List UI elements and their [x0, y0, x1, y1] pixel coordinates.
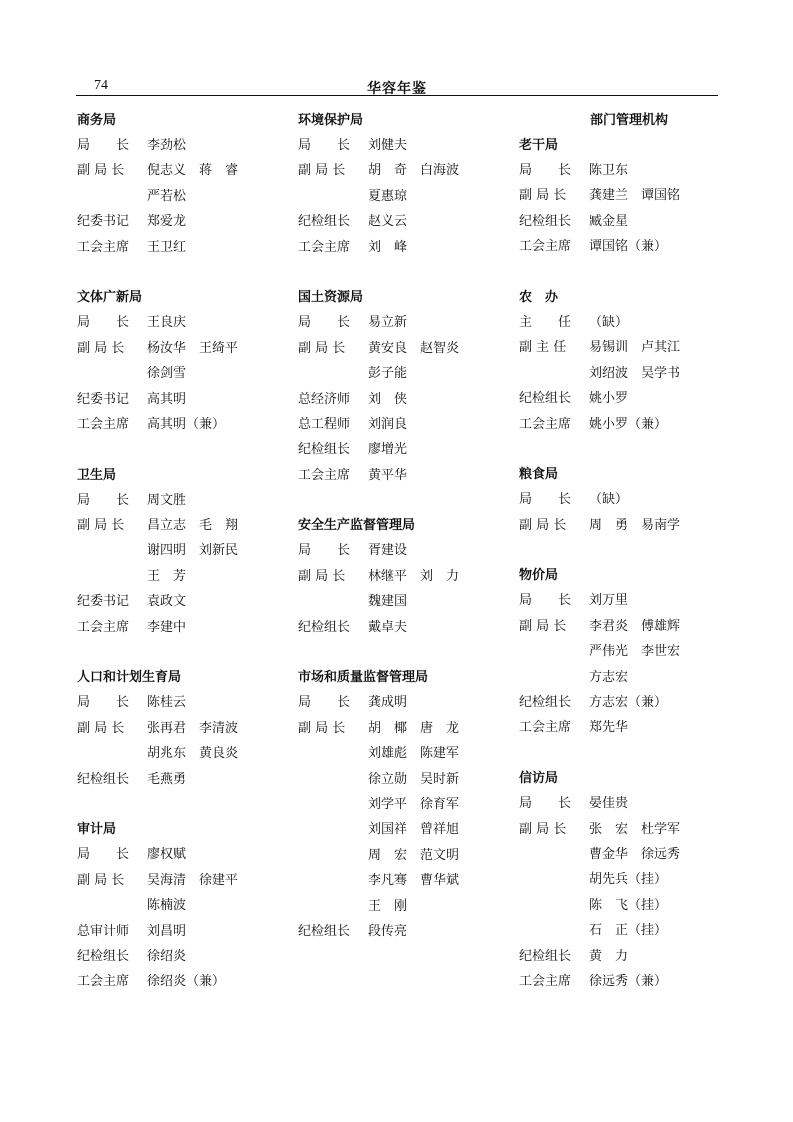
roster-row	[77, 310, 287, 335]
position-title	[77, 361, 147, 386]
person-names: 姚小罗	[589, 391, 629, 407]
roster-row	[519, 335, 729, 360]
position-title: 纪检组长	[298, 214, 351, 230]
section-heading: 信访局	[519, 771, 559, 787]
position-title: 工会主席	[519, 973, 572, 989]
person-names: 胡 奇 白海波	[368, 163, 460, 179]
roster-row	[519, 817, 729, 842]
person-names: 张再君 李清波	[147, 720, 239, 736]
roster-row	[298, 919, 508, 944]
position-title: 纪检组长	[519, 948, 572, 964]
roster-row	[519, 183, 729, 208]
roster-row	[77, 690, 287, 715]
roster-row	[298, 538, 508, 563]
person-names: 林继平 刘 力	[368, 568, 460, 584]
position-title: 副 局 长	[77, 720, 125, 736]
position-title: 局 长	[77, 138, 130, 153]
person-names: 刘 峰	[368, 239, 408, 255]
position-title: 工会主席	[298, 467, 351, 483]
person-names: 臧金星	[589, 213, 629, 229]
position-title: 纪检组长	[298, 923, 351, 939]
section-spacer	[77, 260, 287, 285]
position-title: 副 主 任	[519, 340, 567, 356]
roster-row	[77, 336, 287, 361]
roster-row	[77, 513, 287, 538]
roster-row	[77, 716, 287, 741]
roster-row	[298, 158, 508, 183]
position-title	[298, 741, 368, 766]
roster-row	[298, 690, 508, 715]
position-title: 局 长	[77, 492, 130, 508]
roster-row	[77, 944, 287, 969]
person-names: 周文胜	[147, 492, 187, 508]
person-names: 黄平华	[368, 467, 408, 483]
position-title: 副 局 长	[298, 720, 346, 736]
person-names: 戴卓夫	[368, 619, 408, 635]
roster-row	[519, 690, 729, 715]
person-names: 夏惠琼	[368, 188, 408, 204]
section-heading: 国土资源局	[298, 290, 364, 306]
person-names: 王 芳	[147, 568, 187, 584]
person-names: 张 宏 杜学军	[589, 821, 681, 837]
position-title	[298, 843, 368, 868]
roster-row	[519, 842, 729, 867]
position-title: 工会主席	[77, 619, 130, 635]
section-heading: 粮食局	[519, 467, 559, 483]
position-title: 局 长	[298, 138, 351, 153]
roster-row	[298, 741, 508, 766]
roster-row	[298, 387, 508, 412]
position-title: 纪检组长	[298, 619, 351, 635]
roster-row	[298, 615, 508, 640]
person-names: 方志宏	[589, 669, 629, 685]
section-spacer	[77, 640, 287, 665]
person-names: 刘万里	[589, 593, 629, 609]
person-names: 郑爱龙	[147, 214, 187, 230]
position-title: 副 局 长	[298, 568, 346, 584]
person-names: 高其明	[147, 391, 187, 407]
roster-row	[77, 235, 287, 260]
position-title: 副 局 长	[298, 163, 346, 179]
section-heading: 市场和质量监督管理局	[298, 670, 429, 686]
position-title: 工会主席	[519, 239, 572, 255]
position-title: 副 局 长	[77, 163, 125, 179]
position-title: 纪检组长	[298, 442, 351, 458]
person-names: 王良庆	[147, 315, 187, 331]
position-title	[519, 893, 589, 918]
position-title: 局 长	[77, 847, 130, 863]
position-title: 纪检组长	[77, 771, 130, 787]
roster-row	[519, 209, 729, 234]
position-title: 副 局 长	[77, 340, 125, 356]
person-names: 袁政文	[147, 594, 187, 610]
section-spacer	[298, 260, 508, 285]
roster-row	[77, 488, 287, 513]
person-names: 谢四明 刘新民	[147, 543, 239, 559]
position-title: 工会主席	[77, 239, 130, 255]
person-names: 吴海清 徐建平	[147, 872, 239, 888]
position-title: 局 长	[519, 593, 572, 609]
position-title: 副 局 长	[519, 517, 567, 533]
section-heading: 老干局	[519, 138, 559, 153]
person-names: 段传亮	[368, 923, 408, 939]
section-heading: 审计局	[77, 822, 117, 838]
position-title: 总经济师	[298, 391, 351, 407]
roster-row	[298, 184, 508, 209]
person-names: 龚成明	[368, 695, 408, 711]
person-names: 易锡训 卢其江	[589, 340, 681, 356]
section-heading: 卫生局	[77, 467, 117, 483]
position-title	[77, 538, 147, 563]
person-names: 胡兆东 黄良炎	[147, 746, 239, 762]
person-names: 刘 侠	[368, 391, 408, 407]
person-names: 严若松	[147, 188, 187, 204]
roster-row	[298, 767, 508, 792]
position-title: 副 局 长	[519, 188, 567, 204]
roster-row	[298, 361, 508, 386]
person-names: 徐立勋 吴时新	[368, 771, 460, 787]
roster-row	[298, 564, 508, 589]
person-names: 周 宏 范文明	[368, 847, 460, 863]
person-names: 昌立志 毛 翔	[147, 518, 239, 534]
roster-row	[519, 158, 729, 183]
position-title: 工会主席	[298, 239, 351, 255]
roster-row	[77, 741, 287, 766]
position-title: 纪检组长	[519, 391, 572, 407]
person-names: 李凡骞 曹华斌	[368, 873, 460, 889]
person-names: 严伟光 李世宏	[589, 644, 681, 660]
position-title	[519, 361, 589, 386]
position-title	[519, 665, 589, 690]
roster-row	[77, 615, 287, 640]
position-title	[298, 817, 368, 842]
person-names: 陈桂云	[147, 695, 187, 711]
position-title: 纪委书记	[77, 594, 130, 610]
person-names: 赵义云	[368, 214, 408, 230]
person-names: 刘雄彪 陈建军	[368, 746, 460, 762]
position-title: 纪委书记	[77, 391, 130, 407]
position-title	[298, 767, 368, 792]
position-title: 局 长	[298, 695, 351, 711]
position-title: 局 长	[77, 695, 130, 711]
position-title	[298, 868, 368, 893]
position-title: 总工程师	[298, 416, 351, 432]
section-heading: 农 办	[519, 289, 559, 305]
person-names: 刘昌明	[147, 923, 187, 939]
position-title: 总审计师	[77, 923, 130, 939]
roster-row	[298, 235, 508, 260]
person-names: 王 刚	[368, 898, 408, 914]
position-title	[519, 867, 589, 892]
position-title: 副 局 长	[77, 872, 125, 888]
roster-row	[519, 386, 729, 411]
position-title: 工会主席	[77, 416, 130, 432]
person-names: 倪志义 蒋 睿	[147, 163, 239, 179]
person-names: 易立新	[368, 315, 408, 331]
roster-row	[298, 843, 508, 868]
roster-row	[77, 969, 287, 994]
person-names: 方志宏（兼）	[589, 695, 668, 711]
person-names: 徐绍炎	[147, 948, 187, 964]
person-names: 谭国铭（兼）	[589, 239, 668, 255]
roster-row	[298, 817, 508, 842]
roster-row	[519, 639, 729, 664]
column-2	[298, 108, 508, 944]
roster-row	[77, 133, 287, 158]
position-title: 副 局 长	[298, 340, 346, 356]
position-title	[519, 639, 589, 664]
roster-row	[519, 614, 729, 639]
person-names: 郑先华	[589, 720, 629, 736]
section-spacer	[519, 437, 729, 462]
position-title: 局 长	[519, 163, 572, 178]
position-title: 副 局 长	[519, 821, 567, 837]
person-names: 廖权赋	[147, 847, 187, 863]
roster-row	[298, 589, 508, 614]
roster-row	[77, 589, 287, 614]
roster-row	[519, 588, 729, 613]
roster-row	[298, 412, 508, 437]
person-names: 魏建国	[368, 594, 408, 610]
person-names: 李君炎 傅雄辉	[589, 618, 681, 634]
position-title	[519, 842, 589, 867]
person-names: 周 勇 易南学	[589, 517, 681, 533]
roster-row	[298, 437, 508, 462]
roster-row	[519, 361, 729, 386]
roster-row	[77, 893, 287, 918]
position-title: 工会主席	[519, 720, 572, 736]
section-spacer	[519, 741, 729, 766]
section-spacer	[519, 538, 729, 563]
roster-row	[77, 767, 287, 792]
position-title: 纪检组长	[519, 695, 572, 711]
person-names: 曹金华 徐远秀	[589, 846, 681, 862]
section-spacer	[77, 437, 287, 462]
section-spacer	[298, 640, 508, 665]
roster-row	[519, 310, 729, 335]
person-names: 石 正（挂）	[589, 923, 668, 939]
position-title: 局 长	[77, 315, 130, 331]
person-names: 龚建兰 谭国铭	[589, 188, 681, 204]
section-spacer	[519, 260, 729, 285]
roster-row	[519, 969, 729, 994]
roster-row	[77, 387, 287, 412]
roster-row	[519, 893, 729, 918]
position-title	[298, 894, 368, 919]
position-title: 工会主席	[519, 416, 572, 432]
book-title: 华容年鉴	[367, 81, 427, 97]
person-names: 王卫红	[147, 239, 187, 255]
position-title	[298, 361, 368, 386]
person-names: 李建中	[147, 619, 187, 635]
roster-row	[77, 538, 287, 563]
roster-row	[298, 716, 508, 741]
position-title	[77, 564, 147, 589]
section-spacer	[77, 792, 287, 817]
person-names: 毛燕勇	[147, 771, 187, 787]
roster-row	[77, 209, 287, 234]
person-names: （缺）	[589, 492, 629, 508]
section-heading: 人口和计划生育局	[77, 670, 182, 686]
person-names: 刘润良	[368, 416, 408, 432]
person-names: （缺）	[589, 314, 629, 330]
page-header	[76, 78, 718, 95]
position-title	[77, 184, 147, 209]
position-title: 工会主席	[77, 974, 130, 990]
position-title	[298, 184, 368, 209]
roster-row	[519, 715, 729, 740]
roster-row	[298, 792, 508, 817]
person-names: 李劲松	[147, 138, 187, 153]
person-names: 刘学平 徐育军	[368, 796, 460, 812]
person-names: 刘健夫	[368, 138, 408, 153]
roster-row	[519, 487, 729, 512]
person-names: 胡先兵（挂）	[589, 872, 668, 888]
position-title	[298, 792, 368, 817]
roster-row	[77, 919, 287, 944]
person-names: 廖增光	[368, 442, 408, 458]
roster-row	[519, 412, 729, 437]
roster-row	[519, 234, 729, 259]
section-heading: 安全生产监督管理局	[298, 518, 416, 534]
person-names: 黄安良 赵智炎	[368, 340, 460, 356]
roster-row	[77, 412, 287, 437]
person-names: 徐剑雪	[147, 366, 187, 382]
roster-row	[519, 944, 729, 969]
position-title: 纪检组长	[519, 213, 572, 229]
roster-row	[519, 791, 729, 816]
person-names: 徐绍炎（兼）	[147, 974, 226, 990]
position-title	[298, 589, 368, 614]
header-rule	[76, 95, 718, 96]
position-title: 纪检组长	[77, 948, 130, 964]
position-title: 副 局 长	[77, 518, 125, 534]
person-names: 刘国祥 曾祥旭	[368, 822, 460, 838]
person-names: 杨汝华 王绮平	[147, 340, 239, 356]
section-heading: 物价局	[519, 568, 559, 584]
section-heading: 文体广新局	[77, 290, 143, 306]
person-names: 高其明（兼）	[147, 416, 226, 432]
position-title: 局 长	[298, 315, 351, 331]
position-title: 局 长	[519, 796, 572, 812]
roster-row	[77, 361, 287, 386]
position-title	[77, 893, 147, 918]
roster-row	[298, 133, 508, 158]
person-names: 陈楠波	[147, 898, 187, 914]
person-names: 陈 飞（挂）	[589, 897, 668, 913]
person-names: 陈卫东	[589, 163, 629, 178]
position-title: 局 长	[298, 543, 351, 559]
person-names: 胡 椰 唐 龙	[368, 720, 460, 736]
roster-row	[519, 867, 729, 892]
section-heading: 商务局	[77, 113, 117, 128]
page-number: 74	[94, 78, 108, 93]
group-title: 部门管理机构	[589, 113, 668, 128]
section-heading: 环境保护局	[298, 113, 364, 128]
person-names: 彭子能	[368, 366, 408, 382]
roster-row	[298, 463, 508, 488]
roster-row	[298, 868, 508, 893]
position-title: 纪委书记	[77, 214, 130, 230]
column-1	[77, 108, 287, 995]
person-names: 黄 力	[589, 948, 629, 964]
roster-row	[519, 513, 729, 538]
roster-row	[519, 918, 729, 943]
person-names: 徐远秀（兼）	[589, 973, 668, 989]
column-3	[519, 108, 729, 994]
position-title	[519, 918, 589, 943]
roster-row	[298, 336, 508, 361]
position-title	[77, 741, 147, 766]
position-title: 局 长	[519, 492, 572, 508]
position-title: 主 任	[519, 314, 572, 330]
roster-row	[298, 209, 508, 234]
roster-row	[77, 868, 287, 893]
roster-row	[77, 158, 287, 183]
roster-row	[298, 894, 508, 919]
roster-row	[298, 310, 508, 335]
roster-row	[77, 184, 287, 209]
position-title: 副 局 长	[519, 618, 567, 634]
person-names: 刘绍波 吴学书	[589, 365, 681, 381]
roster-row	[77, 564, 287, 589]
roster-row	[77, 842, 287, 867]
person-names: 胥建设	[368, 543, 408, 559]
section-spacer	[298, 488, 508, 513]
person-names: 姚小罗（兼）	[589, 416, 668, 432]
roster-row	[519, 665, 729, 690]
person-names: 晏佳贵	[589, 796, 629, 812]
